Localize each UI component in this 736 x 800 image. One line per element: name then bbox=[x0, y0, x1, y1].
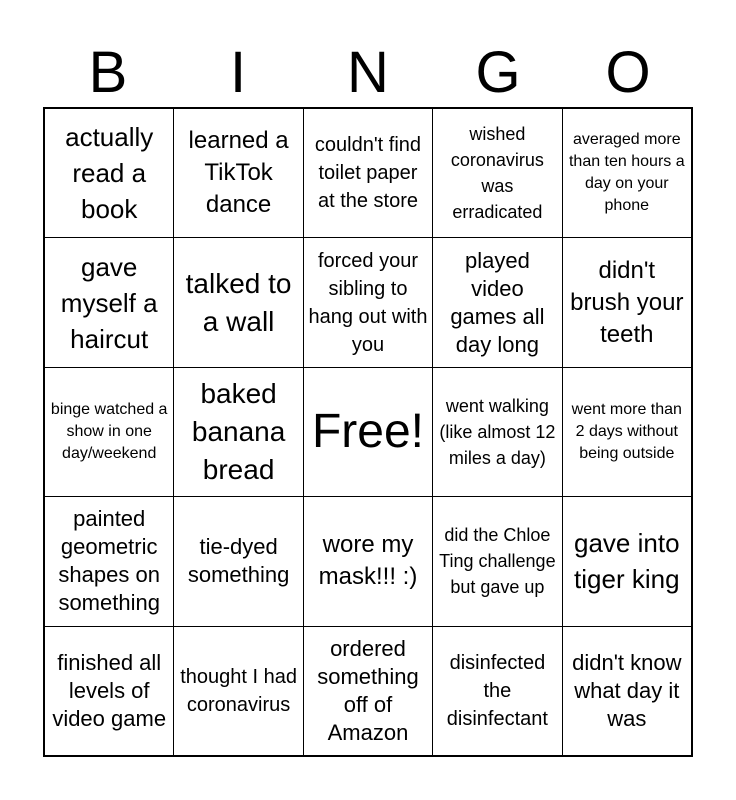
bingo-cell-2-4[interactable] bbox=[433, 238, 562, 367]
cell-text: forced your sibling to hang out with you bbox=[308, 249, 428, 356]
header-letter-i: I bbox=[229, 40, 247, 105]
cell-text: tie-dyed something bbox=[187, 534, 290, 588]
bingo-cell-4-5[interactable] bbox=[563, 497, 692, 626]
cell-text: finished all levels of video game bbox=[52, 649, 167, 731]
cell-text: actually read a book bbox=[65, 122, 154, 225]
bingo-cell-5-5[interactable] bbox=[563, 627, 692, 756]
cell-text: went more than 2 days without being outside bbox=[571, 400, 682, 462]
cell-text: didn't brush your teeth bbox=[570, 256, 684, 348]
bingo-cell-2-1[interactable] bbox=[45, 238, 174, 367]
bingo-cell-1-4[interactable] bbox=[433, 109, 562, 238]
bingo-cell-4-3[interactable] bbox=[304, 497, 433, 626]
bingo-cell-5-3[interactable] bbox=[304, 627, 433, 756]
bingo-cell-1-3[interactable] bbox=[304, 109, 433, 238]
bingo-cell-2-3[interactable] bbox=[304, 238, 433, 367]
bingo-cell-3-5[interactable] bbox=[563, 368, 692, 497]
cell-text: couldn't find toilet paper at the store bbox=[314, 134, 422, 213]
bingo-cell-1-2[interactable] bbox=[174, 109, 303, 238]
bingo-cell-2-5[interactable] bbox=[563, 238, 692, 367]
bingo-cell-3-1[interactable] bbox=[45, 368, 174, 497]
cell-text: played video games all day long bbox=[450, 247, 545, 357]
cell-text: didn't know what day it was bbox=[572, 649, 682, 731]
bingo-header bbox=[43, 38, 693, 108]
bingo-cell-3-4[interactable] bbox=[433, 368, 562, 497]
header-letter-n: N bbox=[347, 40, 389, 105]
cell-text: ordered something off of Amazon bbox=[317, 635, 419, 745]
cell-text: talked to a wall bbox=[185, 267, 292, 337]
header-letter-b: B bbox=[88, 40, 128, 105]
cell-text: baked banana bread bbox=[191, 377, 286, 485]
header-letter-o: O bbox=[605, 40, 651, 105]
bingo-cell-1-1[interactable] bbox=[45, 109, 174, 238]
bingo-cell-5-1[interactable] bbox=[45, 627, 174, 756]
header-letter-g: G bbox=[475, 40, 521, 105]
cell-text: averaged more than ten hours a day on your phone bbox=[568, 131, 685, 215]
cell-text: wished coronavirus was erradicated bbox=[450, 124, 544, 223]
bingo-cell-4-2[interactable] bbox=[174, 497, 303, 626]
cell-text: did the Chloe Ting challenge but gave up bbox=[439, 525, 556, 598]
cell-text: learned a TikTok dance bbox=[188, 127, 289, 219]
cell-text: wore my mask!!! :) bbox=[318, 531, 418, 591]
bingo-cell-2-2[interactable] bbox=[174, 238, 303, 367]
cell-text: thought I had coronavirus bbox=[180, 665, 297, 716]
free-space: Free! bbox=[311, 404, 424, 458]
bingo-cell-1-5[interactable] bbox=[563, 109, 692, 238]
cell-text: gave into tiger king bbox=[574, 528, 680, 595]
cell-text: disinfected the disinfectant bbox=[446, 651, 548, 730]
bingo-cell-5-2[interactable] bbox=[174, 627, 303, 756]
bingo-board bbox=[43, 107, 693, 757]
cell-text: gave myself a haircut bbox=[60, 251, 158, 354]
bingo-cell-4-1[interactable] bbox=[45, 497, 174, 626]
cell-text: went walking (like almost 12 miles a day) bbox=[439, 395, 556, 468]
bingo-cell-4-4[interactable] bbox=[433, 497, 562, 626]
bingo-cell-3-2[interactable] bbox=[174, 368, 303, 497]
bingo-cell-3-3[interactable] bbox=[304, 368, 433, 497]
bingo-cell-5-4[interactable] bbox=[433, 627, 562, 756]
cell-text: binge watched a show in one day/weekend bbox=[50, 400, 168, 462]
cell-text: painted geometric shapes on something bbox=[58, 506, 160, 616]
